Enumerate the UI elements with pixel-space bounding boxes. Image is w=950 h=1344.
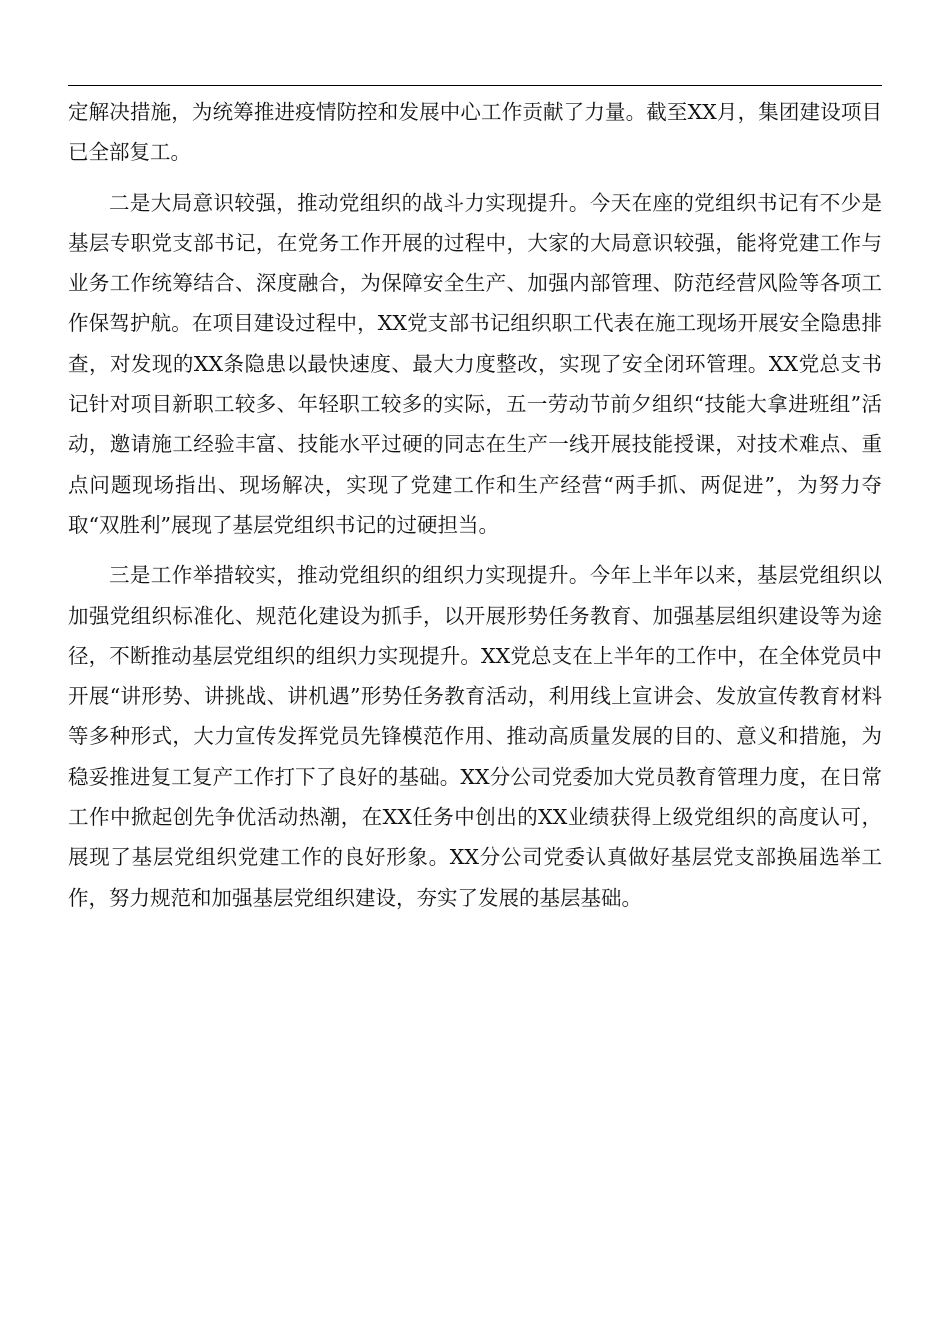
paragraph-work-measures: 三是工作举措较实，推动党组织的组织力实现提升。今年上半年以来，基层党组织以加强党组织标准化、规范化建设为抓手，以开展形势任务教育、加强基层组织建设等为途径，不断推动基层党组织的组织力实现提升。XX党总支在上半年的工作中，在全体党员中开展“讲形势、讲挑战、讲机遇”形势任务教育活动，利用线上宣讲会、发放宣传教育材料等多种形式，大力宣传发挥党员先锋模范作用、推动高质量发展的目的、意义和措施，为稳妥推进复工复产工作打下了良好的基础。XX分公司党委加大党员教育管理力度，在日常工作中掀起创先争优活动热潮，在XX任务中创出的XX业绩获得上级党组织的高度认可，展现了基层党组织党建工作的良好形象。XX分公司党委认真做好基层党支部换届选举工作，努力规范和加强基层党组织建设，夯实了发展的基层基础。 bbox=[68, 563, 882, 910]
paragraph-continuation: 定解决措施，为统筹推进疫情防控和发展中心工作贡献了力量。截至XX月，集团建设项目已全部复工。 bbox=[68, 100, 882, 165]
header-rule bbox=[68, 85, 882, 86]
document-body bbox=[68, 92, 882, 928]
paragraph-overall-awareness: 二是大局意识较强，推动党组织的战斗力实现提升。今天在座的党组织书记有不少是基层专职党支部书记，在党务工作开展的过程中，大家的大局意识较强，能将党建工作与业务工作统筹结合、深度融合，为保障安全生产、加强内部管理、防范经营风险等各项工作保驾护航。在项目建设过程中，XX党支部书记组织职工代表在施工现场开展安全隐患排查，对发现的XX条隐患以最快速度、最大力度整改，实现了安全闭环管理。XX党总支书记针对项目新职工较多、年轻职工较多的实际，五一劳动节前夕组织“技能大拿进班组”活动，邀请施工经验丰富、技能水平过硬的同志在生产一线开展技能授课，对技术难点、重点问题现场指出、现场解决，实现了党建工作和生产经营“两手抓、两促进”，为努力夺取“双胜利”展现了基层党组织书记的过硬担当。 bbox=[68, 190, 882, 537]
